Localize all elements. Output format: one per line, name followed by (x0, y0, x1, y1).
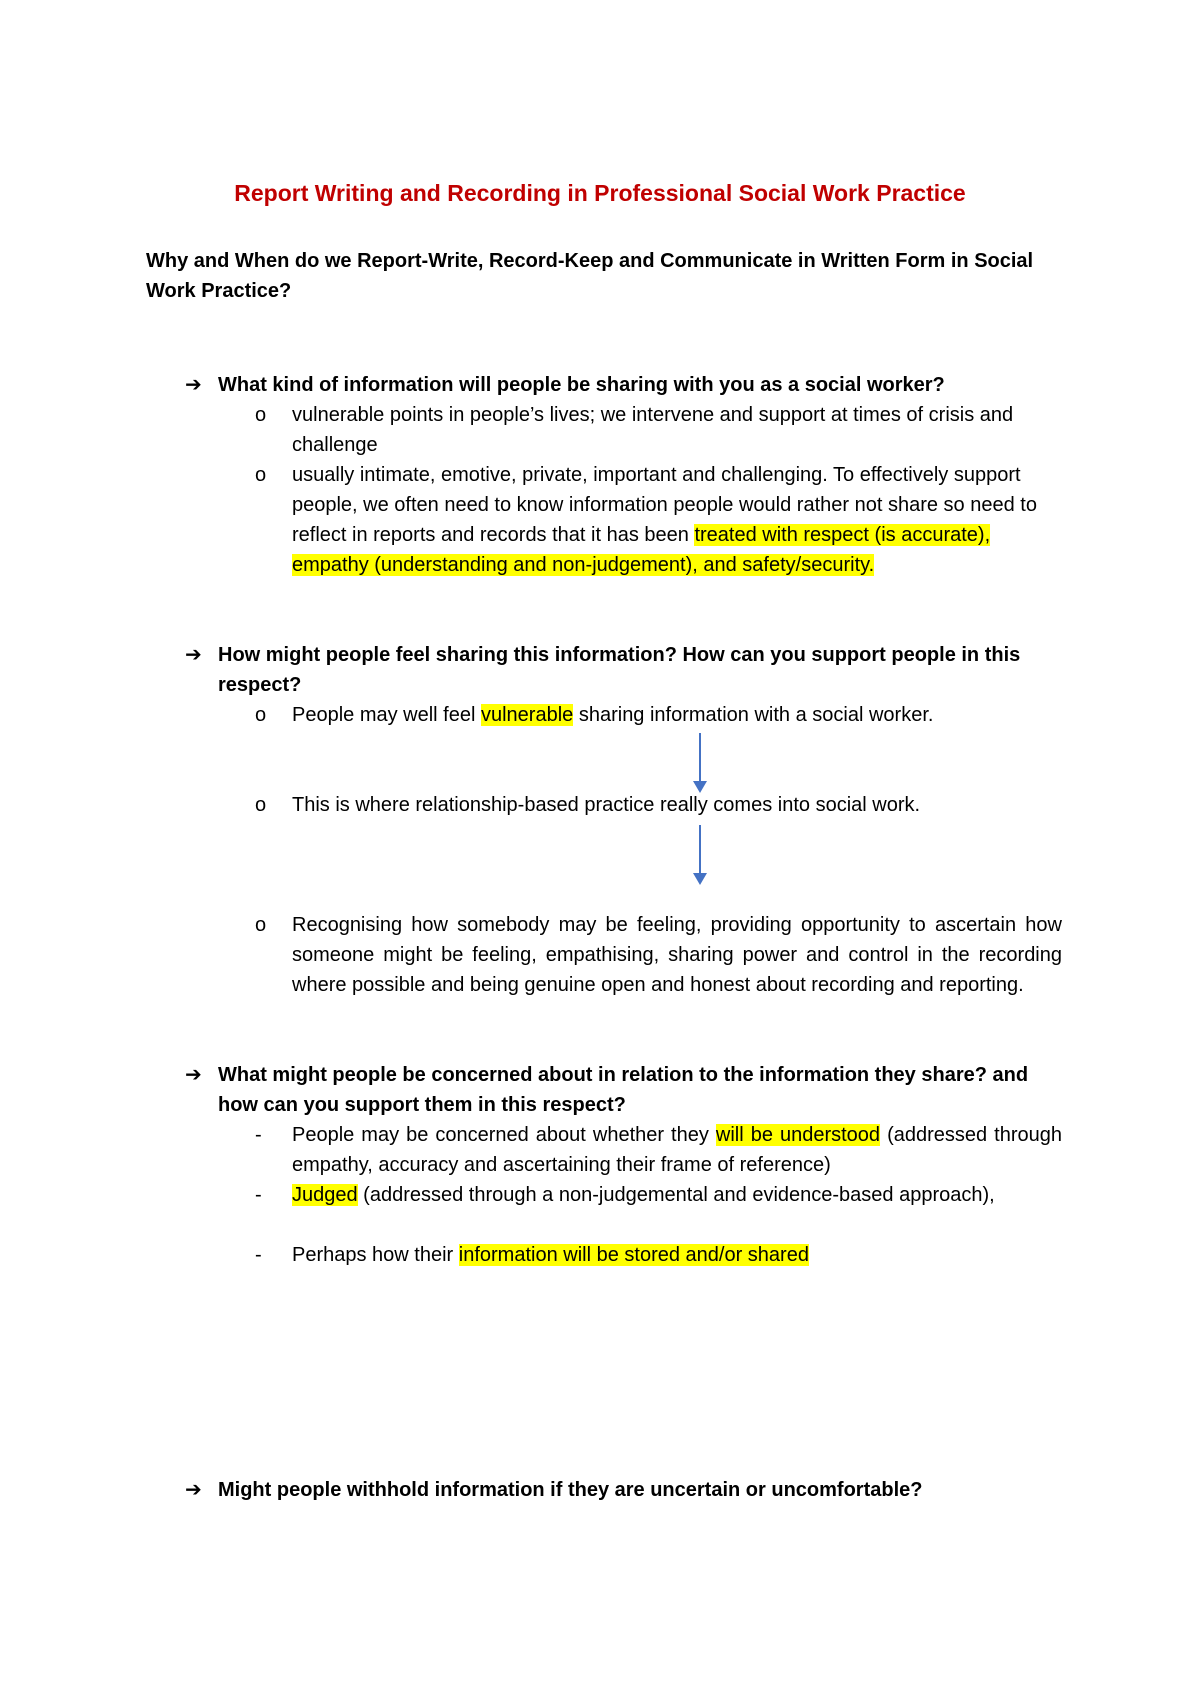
q3-item-2-highlight: Judged (292, 1184, 358, 1206)
question-2 (185, 640, 1065, 700)
dash-bullet-icon: - (255, 1244, 262, 1266)
q2-item-2-text: This is where relationship-based practice really comes into social work. (292, 794, 921, 816)
circle-bullet-icon: o (255, 914, 267, 936)
circle-bullet-icon: o (255, 794, 267, 816)
q3-item-1-highlight: will be understood (715, 1124, 881, 1146)
q2-item-1 (255, 700, 1062, 730)
q2-item-2 (255, 790, 1062, 820)
flow-arrow-down-icon (690, 825, 710, 887)
q2-item-1-text (292, 700, 1062, 730)
arrow-bullet-icon: ➔ (185, 1479, 202, 1501)
dash-bullet-icon: - (255, 1124, 262, 1146)
q2-item-3 (255, 910, 1062, 1000)
question-2-text: How might people feel sharing this information? How can you support people in this respect? (218, 644, 1021, 696)
q1-item-1-text: vulnerable points in people’s lives; we intervene and support at times of crisis and challenge (292, 404, 1014, 456)
q3-item-3 (255, 1240, 1062, 1270)
q3-item-1-part-b: (addressed through empathy, accuracy and ascertaining their frame of reference) (292, 1124, 1062, 1176)
q3-item-2-text (292, 1180, 1062, 1210)
circle-bullet-icon: o (255, 704, 267, 726)
q3-item-2-part-b: (addressed through a non-judgemental and evidence-based approach), (357, 1184, 995, 1206)
question-1 (185, 370, 1065, 400)
arrow-bullet-icon: ➔ (185, 374, 202, 396)
q2-item-1-part-a: People may well feel (292, 704, 481, 726)
flow-arrow-down-icon (690, 733, 710, 795)
q3-item-2 (255, 1180, 1062, 1210)
question-1-text: What kind of information will people be sharing with you as a social worker? (218, 374, 945, 396)
q2-item-3-text: Recognising how somebody may be feeling, providing opportunity to ascertain how someone might be feeling, empathising, sharing power and control in the recording where possible and being genuine open and honest about recording and reporting. (292, 914, 1062, 996)
arrow-bullet-icon: ➔ (185, 644, 202, 666)
q3-item-3-text (292, 1240, 1062, 1270)
arrow-bullet-icon: ➔ (185, 1064, 202, 1086)
q1-item-2-highlight: treated with respect (is accurate), empathy (understanding and non-judgement), and safety/security. (292, 524, 991, 576)
q3-item-3-highlight: information will be stored and/or shared (458, 1244, 809, 1266)
document-title: Report Writing and Recording in Professional Social Work Practice (234, 180, 966, 206)
q1-item-2-text (292, 460, 1062, 580)
q3-item-1 (255, 1120, 1062, 1180)
q1-item-2-plain: usually intimate, emotive, private, important and challenging. To effectively support people, we often need to know information people would rather not share so need to reflect in reports and records that it has been (292, 464, 1037, 546)
question-3 (185, 1060, 1065, 1120)
q1-item-2 (255, 460, 1062, 580)
question-4 (185, 1475, 1065, 1505)
q2-item-1-part-b: sharing information with a social worker. (573, 704, 934, 726)
document-subtitle: Why and When do we Report-Write, Record-Keep and Communicate in Written Form in Social Work Practice? (146, 250, 1034, 302)
dash-bullet-icon: - (255, 1184, 262, 1206)
question-3-text: What might people be concerned about in relation to the information they share? and how can you support them in this respect? (218, 1064, 1029, 1116)
q1-item-1 (255, 400, 1062, 460)
q3-item-3-part-a: Perhaps how their (292, 1244, 459, 1266)
q3-item-1-part-a: People may be concerned about whether they (292, 1124, 716, 1146)
q2-item-1-highlight: vulnerable (480, 704, 574, 726)
circle-bullet-icon: o (255, 404, 267, 426)
question-4-text: Might people withhold information if they are uncertain or uncomfortable? (218, 1479, 923, 1501)
q3-item-1-text (292, 1120, 1062, 1180)
circle-bullet-icon: o (255, 464, 267, 486)
